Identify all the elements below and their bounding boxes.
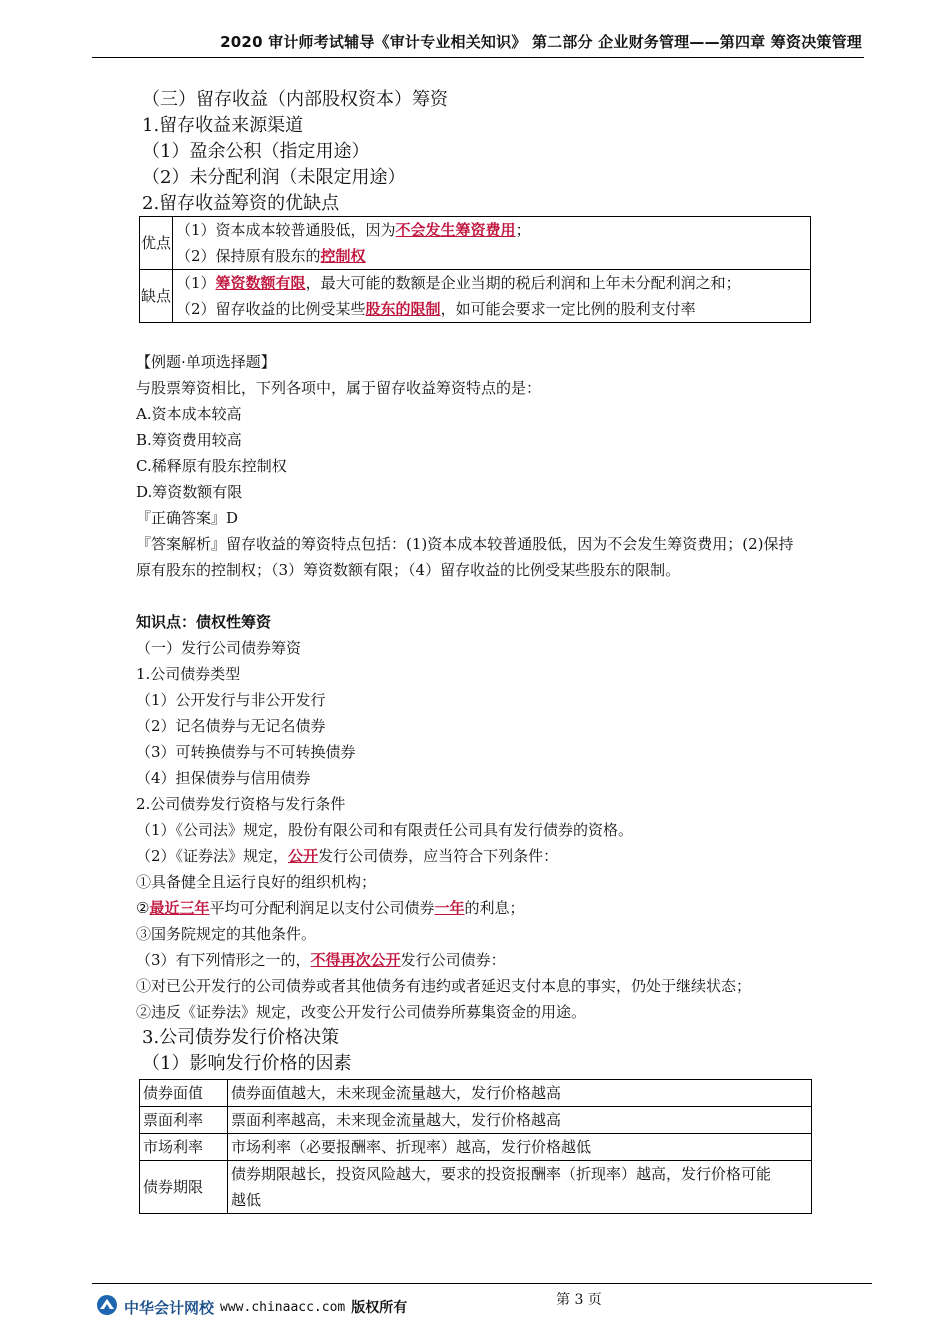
cons-2-text: （2）留存收益的比例受某些: [176, 300, 366, 318]
knowledge-point-title: 知识点：债权性筹资: [136, 613, 272, 631]
l11-middle: 平均可分配利润足以支付公司债券: [209, 899, 435, 917]
brand-url[interactable]: www.chinaacc.com: [220, 1299, 346, 1315]
table-row: [140, 270, 811, 323]
debt-line: 1.公司债券类型: [136, 665, 241, 683]
pros-cons-table: [139, 216, 811, 323]
table-row: [140, 1134, 812, 1161]
brand-logo-icon: [96, 1294, 118, 1320]
option-d: D.筹资数额有限: [136, 483, 243, 501]
subheading-sources: 1.留存收益来源渠道: [142, 115, 304, 136]
effect-line-2: 越低: [231, 1191, 262, 1209]
l13-suffix: 发行公司债券：: [400, 951, 506, 969]
option-c: C.稀释原有股东控制权: [136, 457, 287, 475]
cons-1-prefix: （1）: [176, 274, 216, 292]
pros-1-suffix: ；: [515, 221, 531, 239]
subheading-price-decision: 3.公司债券发行价格决策: [142, 1027, 340, 1048]
debt-line: [136, 898, 525, 918]
cons-label: 缺点: [140, 270, 173, 323]
footer-logo: [96, 1294, 407, 1320]
page-header: 2020 审计师考试辅导《审计专业相关知识》 第二部分 企业财务管理——第四章 筹资决策管理: [220, 33, 862, 51]
cons-content: [173, 270, 811, 323]
l13-highlight: 不得再次公开: [310, 951, 401, 969]
l09-prefix: （2）《证券法》规定，: [136, 847, 289, 865]
effect-cell: 市场利率（必要报酬率、折现率）越高，发行价格越低: [228, 1134, 812, 1161]
debt-line: ①对已公开发行的公司债券或者其他债务有违约或者延迟支付本息的事实，仍处于继续状态；: [136, 977, 752, 995]
l11-suffix: 的利息；: [464, 899, 525, 917]
table-row: [140, 1080, 812, 1107]
pros-content: [173, 217, 811, 270]
example-question: 与股票筹资相比，下列各项中，属于留存收益筹资特点的是：: [136, 379, 542, 397]
option-a: A.资本成本较高: [136, 405, 242, 423]
factor-cell: 债券面值: [140, 1080, 228, 1107]
table-row: [140, 217, 811, 270]
debt-line: ③国务院规定的其他条件。: [136, 925, 317, 943]
cons-1-highlight: 筹资数额有限: [215, 274, 306, 292]
debt-line: （4）担保债券与信用债券: [136, 769, 311, 787]
debt-line: 2.公司债券发行资格与发行条件: [136, 795, 346, 813]
debt-line: （3）可转换债券与不可转换债券: [136, 743, 356, 761]
correct-answer: 『正确答案』D: [136, 509, 239, 527]
debt-line: [136, 846, 558, 866]
subheading-price-factors: （1）影响发行价格的因素: [142, 1053, 352, 1074]
header-divider: [92, 57, 864, 58]
effect-cell: 债券面值越大，未来现金流量越大，发行价格越高: [228, 1080, 812, 1107]
debt-line: ①具备健全且运行良好的组织机构；: [136, 873, 377, 891]
pros-2-highlight: 控制权: [320, 247, 366, 265]
debt-line: （1）公开发行与非公开发行: [136, 691, 326, 709]
effect-line-1: 债券期限越长，投资风险越大，要求的投资报酬率（折现率）越高，发行价格可能: [231, 1165, 772, 1183]
table-row: [140, 1161, 812, 1214]
cons-2-highlight: 股东的限制: [365, 300, 441, 318]
factor-cell: 票面利率: [140, 1107, 228, 1134]
l11-highlight-1: 最近三年: [149, 899, 210, 917]
answer-analysis-line-1: 『答案解析』留存收益的筹资特点包括：(1)资本成本较普通股低，因为不会发生筹资费用；(2)保持: [136, 535, 794, 553]
table-row: [140, 1107, 812, 1134]
option-b: B.筹资费用较高: [136, 431, 242, 449]
effect-cell: 票面利率越高，未来现金流量越大，发行价格越高: [228, 1107, 812, 1134]
l09-suffix: 发行公司债券，应当符合下列条件：: [318, 847, 559, 865]
price-factors-table: [139, 1079, 812, 1214]
pros-label: 优点: [140, 217, 173, 270]
cons-2-suffix: ，如可能会要求一定比例的股利支付率: [440, 300, 696, 318]
debt-line: （一）发行公司债券筹资: [136, 639, 302, 657]
debt-line: （1）《公司法》规定，股份有限公司和有限责任公司具有发行债券的资格。: [136, 821, 634, 839]
cons-1-text: ，最大可能的数额是企业当期的税后利润和上年未分配利润之和；: [305, 274, 741, 292]
l11-highlight-2: 一年: [434, 899, 465, 917]
brand-name: 中华会计网校: [124, 1298, 215, 1317]
l11-prefix: ②: [136, 899, 150, 917]
example-title: 【例题·单项选择题】: [136, 353, 276, 371]
copyright-text: 版权所有: [351, 1300, 408, 1316]
debt-line: [136, 950, 506, 970]
l09-highlight: 公开: [288, 847, 319, 865]
source-item-1: （1）盈余公积（指定用途）: [142, 141, 370, 162]
source-item-2: （2）未分配利润（未限定用途）: [142, 167, 406, 188]
footer-divider: [92, 1283, 872, 1284]
factor-cell: 市场利率: [140, 1134, 228, 1161]
effect-cell: [228, 1161, 812, 1214]
pros-1-highlight: 不会发生筹资费用: [395, 221, 516, 239]
factor-cell: 债券期限: [140, 1161, 228, 1214]
debt-line: （2）记名债券与无记名债券: [136, 717, 326, 735]
subheading-pros-cons: 2.留存收益筹资的优缺点: [142, 193, 340, 214]
debt-line: ②违反《证券法》规定，改变公开发行公司债券所募集资金的用途。: [136, 1003, 587, 1021]
answer-analysis-line-2: 原有股东的控制权；（3）筹资数额有限；（4）留存收益的比例受某些股东的限制。: [136, 561, 681, 579]
pros-1-text: （1）资本成本较普通股低，因为: [176, 221, 396, 239]
page-number: 第 3 页: [556, 1292, 602, 1308]
pros-2-text: （2）保持原有股东的: [176, 247, 321, 265]
l13-prefix: （3）有下列情形之一的，: [136, 951, 311, 969]
section-heading: （三）留存收益（内部股权资本）筹资: [142, 89, 448, 110]
